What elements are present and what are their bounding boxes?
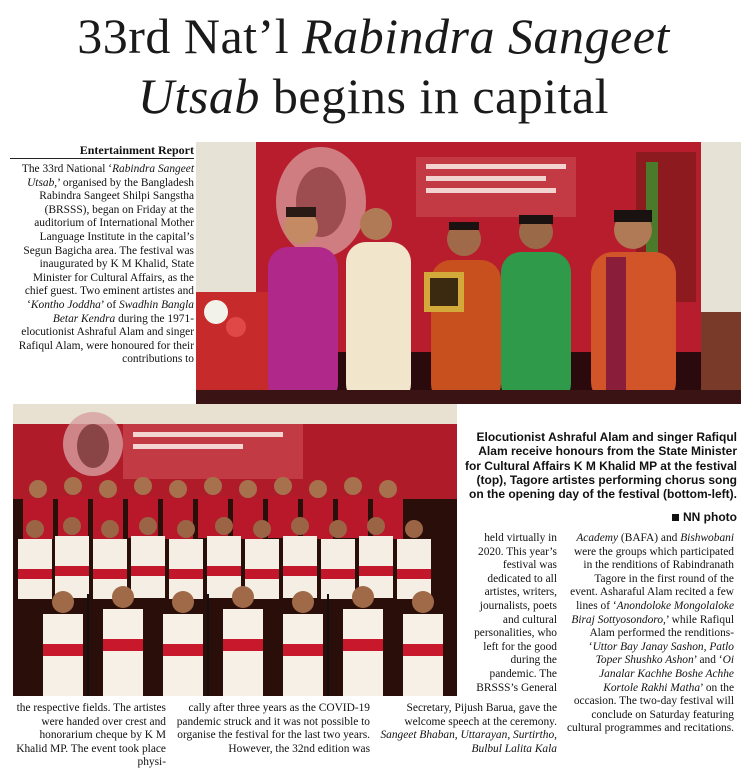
headline: [0, 6, 747, 126]
crest-award: [424, 272, 464, 312]
photo-caption: Elocutionist Ashraful Alam and singer Rafiqul Alam receive honours from the State Minister for Cultural Affairs K M Khalid MP at the festival (top), Tagore artistes performing chorus song on the opening day of the festival (bottom-left).: [464, 430, 737, 502]
chorus-middle-row: [18, 517, 431, 599]
byline: Entertainment Report: [79, 143, 194, 157]
top-photo-award-presentation: [196, 142, 741, 404]
headline-line-1: 33rd Nat’l Rabindra Sangeet: [77, 8, 670, 64]
byline-rule: [10, 158, 194, 159]
column-3-bottom: Secretary, Pijush Barua, gave the welcome speech at the ceremony. Sangeet Bhaban, Uttarayan, Surtirtho, Bulbul Lalita Kala: [380, 702, 557, 755]
credit-square-icon: [672, 514, 679, 521]
photo-credit: NN photo: [560, 510, 737, 524]
column-3-top: held virtually in 2020. This year’s festival was dedicated to all artistes, writers, journalists, poets and cultural personalities, who left for the good during the pandemic. The BRSSS’s General: [474, 532, 557, 694]
column-2-bottom: cally after three years as the COVID-19 pandemic struck and it was not possible to organise the festival for the last two years. However, the 32nd edition was: [176, 702, 370, 755]
headline-line-2: Utsab begins in capital: [137, 68, 610, 124]
column-1-bottom: the respective fields. The artistes were handed over crest and honorarium cheque by K M Khalid MP. The event took place physi-: [16, 702, 166, 769]
bottom-photo-chorus: [13, 404, 457, 696]
column-4: Academy (BAFA) and Bishwobani were the groups which participated in the renditions of Rabindranath Tagore in the first round of the event. Asharaful Alam recited a few lines of ‘Anondoloke Mongolaloke Biraj Sottyosondoro,’ while Rafiqul Alam performed the renditions- ‘Uttor Bay Janay Sashon, Patlo Toper Shushko Ashon’ and ‘Oi Janalar Kachhe Boshe Achhe Kortole Rakhi Matha’ on the occasion. The two-day festival will conclude on Saturday featuring cultural programmes and recitations.: [566, 532, 734, 735]
intro-paragraph: The 33rd National ‘Rabindra Sangeet Utsab,’ organised by the Bangladesh Rabindra Sangeet Shilpi Sangstha (BRSSS), began on Friday at the auditorium of International Mother Language Institute in the capital’s Segun Bagicha area. The festival was inaugurated by K M Khalid, State Minister for Cultural Affairs, as the chief guest. Two eminent artistes and ‘Kontho Joddha’ of Swadhin Bangla Betar Kendra during the 1971-elocutionist Ashraful Alam and singer Rafiqul Alam, were honoured for their contributions to: [18, 163, 194, 366]
